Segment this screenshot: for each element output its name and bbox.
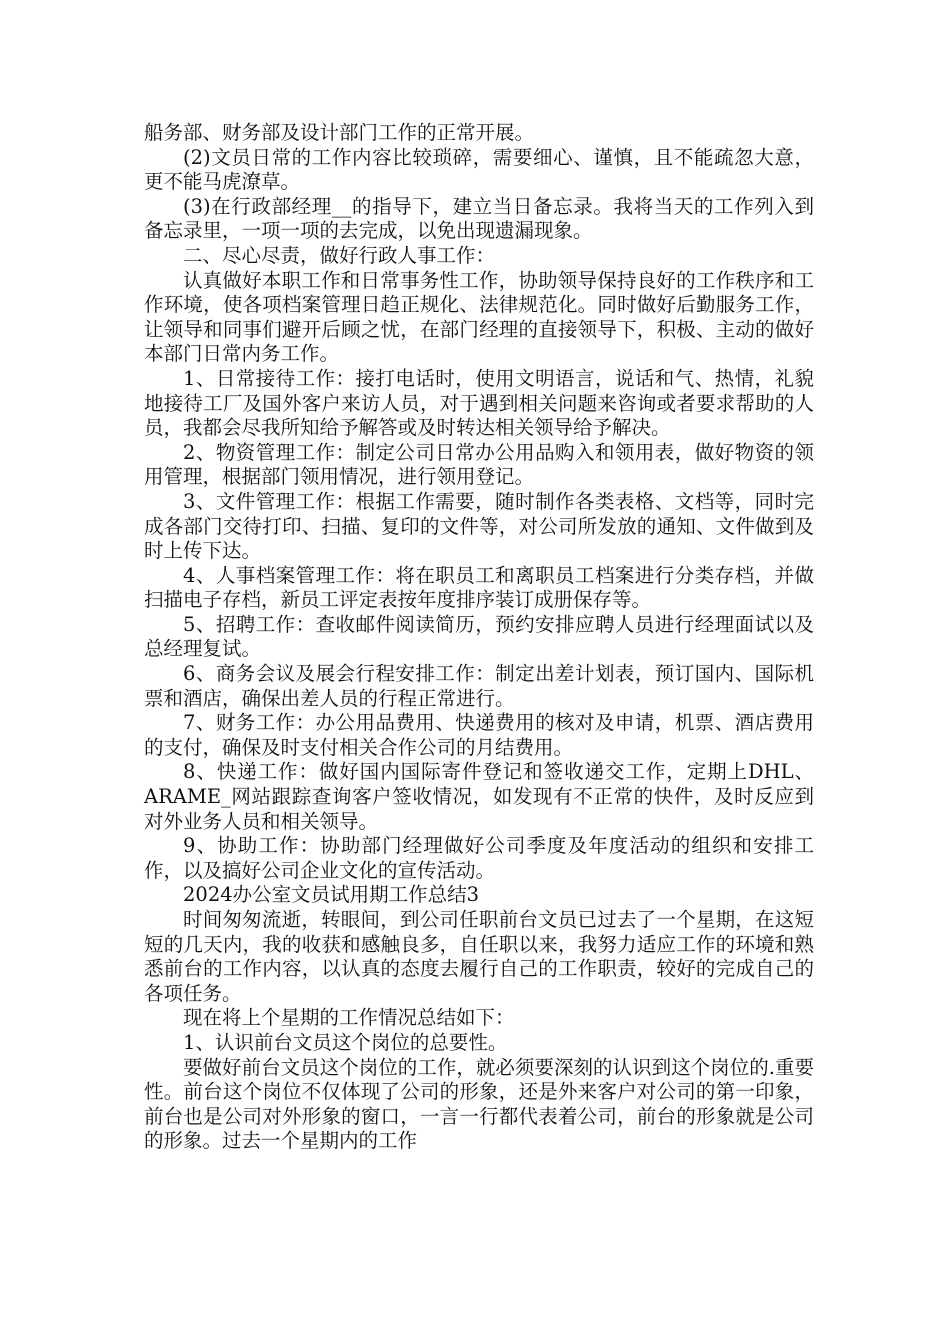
section-title: 2024办公室文员试用期工作总结3 [183,883,480,907]
paragraph: 时间匆匆流逝，转眼间，到公司任职前台文员已过去了一个星期，在这短短的几天内，我的收获和感触良多，自任职以来，我努力适应工作的环境和熟悉前台的工作内容，以认真的态度去履行自己的工作职责，较好的完成自己的各项任务。 [144,908,814,1005]
list-item: 5、招聘工作：查收邮件阅读简历，预约安排应聘人员进行经理面试以及总经理复试。 [144,612,814,661]
document-body [144,121,814,1154]
list-item: 6、商务会议及展会行程安排工作：制定出差计划表，预订国内、国际机票和酒店，确保出差人员的行程正常进行。 [144,662,814,710]
list-item: 3、文件管理工作：根据工作需要，随时制作各类表格、文档等，同时完成各部门交待打印、扫描、复印的文件等，对公司所发放的通知、文件做到及时上传下达。 [144,489,814,563]
list-item: 9、协助工作：协助部门经理做好公司季度及年度活动的组织和安排工作，以及搞好公司企业文化的宣传活动。 [144,834,814,882]
paragraph: 要做好前台文员这个岗位的工作，就必须要深刻的认识到这个岗位的.重要性。前台这个岗位不仅体现了公司的形象，还是外来客户对公司的第一印象，前台也是公司对外形象的窗口，一言一行都代表着公司，前台的形象就是公司的形象。过去一个星期内的工作 [144,1055,814,1153]
paragraph: 船务部、财务部及设计部门工作的正常开展。 [144,121,535,144]
paragraph: (2)文员日常的工作内容比较琐碎，需要细心、谨慎，且不能疏忽大意，更不能马虎潦草。 [144,145,814,194]
list-item: 1、认识前台文员这个岗位的总要性。 [183,1030,508,1054]
list-item: 2、物资管理工作：制定公司日常办公用品购入和领用表，做好物资的领用管理，根据部门领用情况，进行领用登记。 [144,440,814,489]
paragraph: 认真做好本职工作和日常事务性工作，协助领导保持良好的工作秩序和工作环境，使各项档案管理日趋正规化、法律规范化。同时做好后勤服务工作，让领导和同事们避开后顾之忧，在部门经理的直接领导下，积极、主动的做好本部门日常内务工作。 [144,268,814,366]
list-item: 1、日常接待工作：接打电话时，使用文明语言，说话和气、热情，礼貌地接待工厂及国外客户来访人员，对于遇到相关问题来咨询或者要求帮助的人员，我都会尽我所知给予解答或及时转达相关领导给予解决。 [144,366,814,440]
paragraph: (3)在行政部经理__的指导下，建立当日备忘录。我将当天的工作列入到备忘录里，一项一项的去完成，以免出现遗漏现象。 [144,194,814,243]
section-heading: 二、尽心尽责，做好行政人事工作： [183,243,496,267]
paragraph: 现在将上个星期的工作情况总结如下： [183,1006,515,1030]
list-item: 4、人事档案管理工作：将在职员工和离职员工档案进行分类存档，并做扫描电子存档，新员工评定表按年度排序装订成册保存等。 [144,563,814,612]
list-item: 7、财务工作：办公用品费用、快递费用的核对及申请，机票、酒店费用的支付，确保及时支付相关合作公司的月结费用。 [144,711,814,759]
list-item: 8、快递工作：做好国内国际寄件登记和签收递交工作，定期上DHL、ARAME_网站跟踪查询客户签收情况，如发现有不正常的快件，及时反应到对外业务人员和相关领导。 [144,760,814,833]
